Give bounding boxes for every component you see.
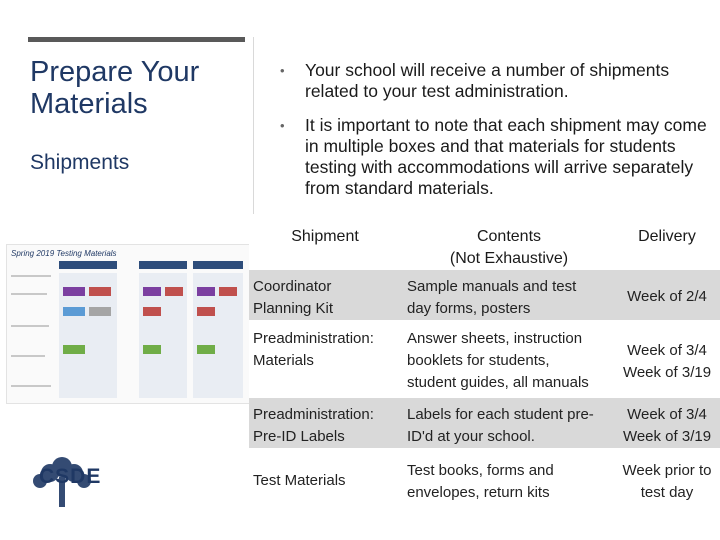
header-contents-label: Contents	[476, 228, 542, 245]
cell-line: Week of 2/4	[627, 288, 707, 305]
cell-line: ID'd at your school.	[407, 428, 535, 445]
thumbnail-tab	[193, 261, 243, 269]
thumbnail-text-line	[11, 385, 51, 387]
cell-shipment	[249, 468, 401, 494]
thumbnail-text-line	[11, 325, 49, 327]
slide-title: Prepare Your Materials	[30, 56, 200, 120]
cell-line: Preadministration:	[253, 406, 374, 423]
bullet-item	[280, 60, 710, 102]
thumbnail-tab	[59, 261, 117, 269]
cell-contents	[403, 402, 615, 450]
material-swatch	[63, 307, 85, 316]
cell-line: day forms, posters	[407, 300, 531, 317]
cell-line: booklets for students,	[407, 352, 550, 369]
header-delivery-label: Delivery	[638, 228, 696, 245]
cell-line: envelopes, return kits	[407, 484, 550, 501]
cell-shipment	[249, 402, 401, 450]
material-swatch	[143, 307, 161, 316]
cell-line: Test books, forms and	[407, 462, 554, 479]
cell-contents	[403, 274, 615, 322]
table-row	[249, 398, 720, 448]
cell-shipment	[249, 326, 401, 374]
testing-materials-thumbnail	[6, 244, 250, 404]
bullet-item	[280, 115, 710, 199]
material-swatch	[143, 287, 161, 296]
slide-subtitle: Shipments	[30, 151, 130, 174]
thumbnail-tab	[139, 261, 187, 269]
cell-line: test day	[640, 484, 694, 501]
bullet-icon: •	[280, 63, 285, 78]
material-swatch	[89, 307, 111, 316]
cell-line: Week of 3/19	[622, 428, 712, 445]
cell-line: Week of 3/19	[622, 364, 712, 381]
cell-line: Test Materials	[253, 472, 346, 489]
cell-line: Preadministration:	[253, 330, 374, 347]
cell-line: Sample manuals and test	[407, 278, 577, 295]
material-swatch	[197, 287, 215, 296]
cell-line: Pre-ID Labels	[253, 428, 345, 445]
cell-delivery	[614, 338, 720, 386]
bullet-icon: •	[280, 118, 285, 133]
cell-delivery	[614, 458, 720, 506]
material-swatch	[63, 287, 85, 296]
cell-delivery	[614, 402, 720, 450]
header-shipment-label: Shipment	[291, 228, 359, 245]
cell-shipment	[249, 274, 401, 322]
thumbnail-text-line	[11, 293, 47, 295]
material-swatch	[143, 345, 161, 354]
cell-line: Week of 3/4	[627, 342, 707, 359]
cell-line: Materials	[253, 352, 314, 369]
thumbnail-caption: Spring 2019 Testing Materials	[11, 249, 117, 258]
table-row	[249, 448, 720, 517]
bullet-text: It is important to note that each shipment may come in multiple boxes and that materials for students testing with accommodations will arrive separately from standard materials.	[305, 115, 707, 198]
thumbnail-text-line	[11, 275, 51, 277]
cell-contents	[403, 326, 615, 396]
cell-line: Labels for each student pre-	[407, 406, 594, 423]
bullet-list	[280, 60, 710, 212]
csde-tree-logo-icon	[20, 453, 105, 525]
thumbnail-text-line	[11, 355, 45, 357]
cell-line: Week prior to	[622, 462, 712, 479]
shipments-table	[249, 214, 720, 517]
logo-text: CSDE	[39, 465, 102, 488]
material-swatch	[63, 345, 85, 354]
cell-line: Answer sheets, instruction	[407, 330, 583, 347]
cell-line: Coordinator	[253, 278, 332, 295]
cell-line: Week of 3/4	[627, 406, 707, 423]
material-swatch	[219, 287, 237, 296]
table-row	[249, 270, 720, 320]
title-accent-bar	[28, 37, 245, 42]
cell-line: student guides, all manuals	[407, 374, 589, 391]
header-contents-sublabel: (Not Exhaustive)	[449, 250, 569, 267]
cell-delivery	[614, 284, 720, 310]
table-row	[249, 320, 720, 398]
bullet-text: Your school will receive a number of shipments related to your test administration.	[305, 60, 670, 101]
material-swatch	[89, 287, 111, 296]
cell-line: Planning Kit	[253, 300, 334, 317]
cell-contents	[403, 458, 615, 506]
material-swatch	[165, 287, 183, 296]
material-swatch	[197, 345, 215, 354]
material-swatch	[197, 307, 215, 316]
